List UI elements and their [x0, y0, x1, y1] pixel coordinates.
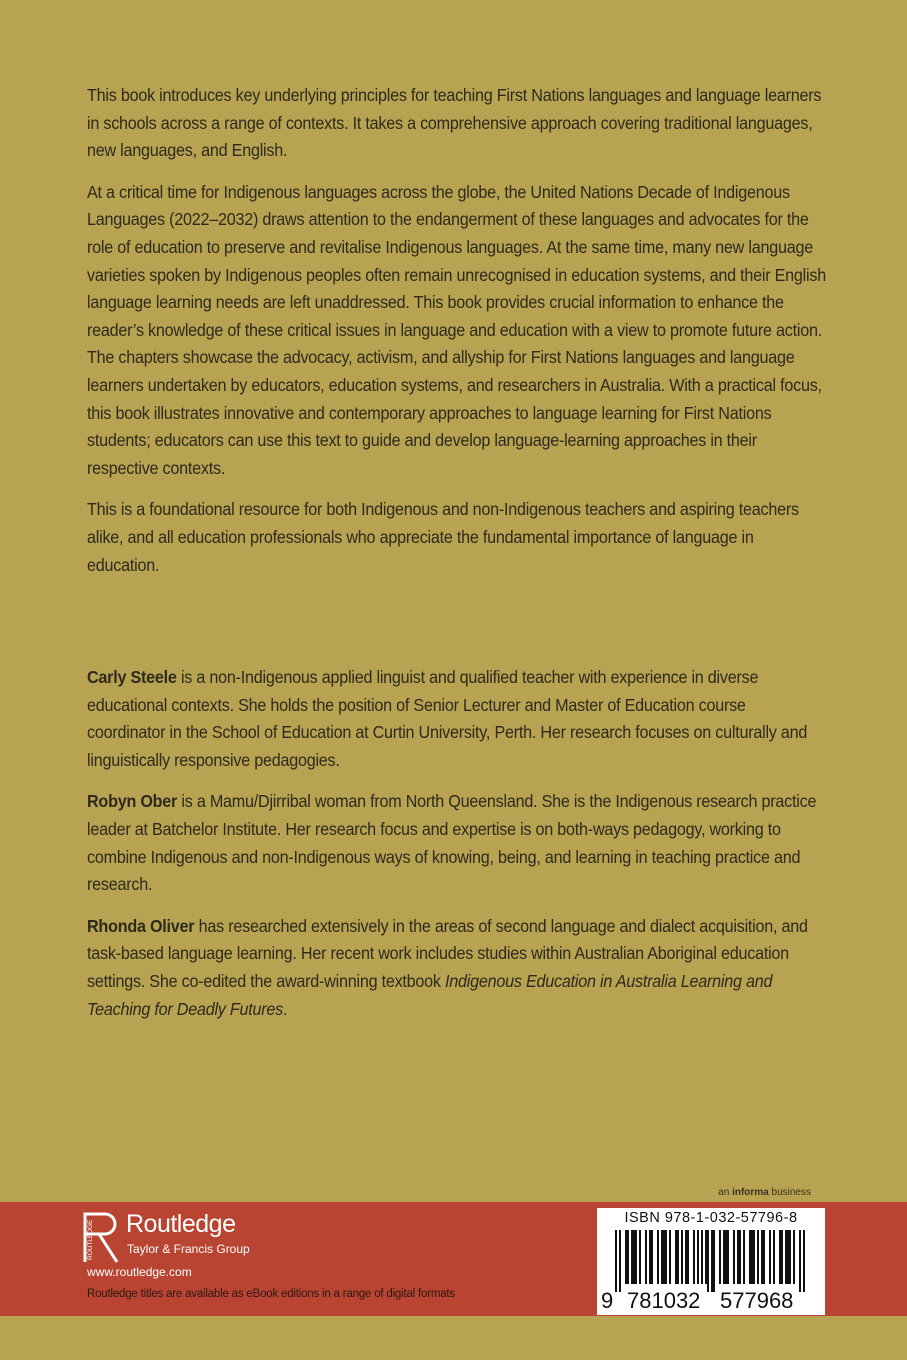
- isbn-barcode: [597, 1208, 825, 1315]
- tagline-prefix: an: [718, 1187, 733, 1198]
- barcode-digit-group-2: 577968: [720, 1288, 794, 1313]
- barcode-bar: [757, 1230, 759, 1284]
- author-bio-oliver: [87, 913, 827, 1023]
- barcode-bar: [799, 1230, 801, 1292]
- barcode-bar: [669, 1230, 671, 1284]
- ebook-availability-note: Routledge titles are available as eBook editions in a range of digital formats: [87, 1288, 455, 1300]
- barcode-bar: [663, 1230, 665, 1284]
- barcode-bar: [681, 1230, 683, 1284]
- barcode-bar: [751, 1230, 753, 1284]
- barcode-bar: [711, 1230, 713, 1292]
- barcode-bar: [645, 1230, 647, 1284]
- author-bios: [87, 664, 827, 1037]
- barcode-bar: [633, 1230, 635, 1284]
- barcode-bar: [665, 1230, 667, 1284]
- author-name: Rhonda Oliver: [87, 915, 195, 936]
- barcode-bar: [723, 1230, 725, 1284]
- barcode-bar: [761, 1230, 763, 1284]
- barcode-bar: [713, 1230, 715, 1292]
- description-paragraph-3: This is a foundational resource for both Indigenous and non-Indigenous teachers and aspiring teachers alike, and all education professionals who appreciate the fundamental importance of language in education.: [87, 499, 799, 575]
- bio-end-punctuation: .: [283, 998, 288, 1019]
- book-title-reference: Indigenous Education in Australia Learning and Teaching for Deadly Futures: [87, 970, 773, 1019]
- barcode-bar: [789, 1230, 791, 1284]
- description-paragraph-2: At a critical time for Indigenous languages across the globe, the United Nations Decade of Indigenous Languages (2022–2032) draws attention to the endangerment of these languages and advocates for the role of education to preserve and revitalise Indigenous languages. At the same time, many new language varieties spoken by Indigenous peoples often remain unrecognised in education systems, and their English language learning needs are left unaddressed. This book provides crucial information to enhance the reader’s knowledge of these critical issues in language and education with a view to promote future action. The chapters showcase the advocacy, activism, and allyship for First Nations languages and language learners undertaken by educators, education systems, and researchers in Australia. With a practical focus, this book illustrates innovative and contemporary approaches to language learning for First Nations students; educators can use this text to guide and develop language-learning approaches in their respective contexts.: [87, 181, 826, 478]
- barcode-bar: [707, 1230, 709, 1292]
- barcode-bar: [693, 1230, 695, 1284]
- logo-vertical-text: ROUTLEDGE: [87, 1219, 94, 1260]
- barcode-bar: [631, 1230, 633, 1284]
- barcode-bar: [785, 1230, 787, 1284]
- author-name: Carly Steele: [87, 667, 177, 687]
- barcode-bar: [719, 1230, 721, 1284]
- barcode-bar: [739, 1230, 741, 1284]
- barcode-bar: [687, 1230, 689, 1284]
- barcode-bar: [675, 1230, 677, 1284]
- barcode-bar: [685, 1230, 687, 1284]
- publisher-name: Routledge: [126, 1210, 236, 1238]
- barcode-bar: [639, 1230, 641, 1284]
- tagline-brand: informa: [732, 1187, 769, 1198]
- routledge-logo-icon: [81, 1212, 121, 1264]
- barcode-bar: [627, 1230, 629, 1284]
- barcode-bar: [635, 1230, 637, 1284]
- author-bio-text: is a Mamu/Djirribal woman from North Queensland. She is the Indigenous research practice leader at Batchelor Institute. Her research focus and expertise is on both-ways pedagogy, working to combine Indigenous and non-Indigenous ways of knowing, being, and learning in teaching practice and research.: [87, 791, 817, 895]
- author-name: Robyn Ober: [87, 791, 178, 812]
- barcode-bar: [763, 1230, 765, 1284]
- barcode-bar: [697, 1230, 699, 1284]
- barcode-bar: [737, 1230, 739, 1284]
- barcode-bar: [773, 1230, 775, 1284]
- description-paragraph-1: This book introduces key underlying principles for teaching First Nations languages and language learners in schools across a range of contexts. It takes a comprehensive approach covering traditional languages, new languages, and English.: [87, 85, 822, 161]
- barcode-bar: [701, 1230, 703, 1284]
- barcode-bar: [725, 1230, 727, 1284]
- barcode-bar: [749, 1230, 751, 1284]
- barcode-bar: [705, 1230, 707, 1284]
- barcode-bar: [779, 1230, 781, 1284]
- barcode-bar: [743, 1230, 745, 1284]
- barcode-bar: [793, 1230, 795, 1284]
- author-bio-text: has researched extensively in the areas of second language and dialect acquisition, and task-based language learning. Her recent work includes studies within Australian Aboriginal education settings. She co-edited the award-winning textbook: [87, 915, 808, 991]
- barcode-bar: [727, 1230, 729, 1284]
- tagline-suffix: business: [768, 1187, 811, 1198]
- informa-business-tagline: [718, 1187, 811, 1198]
- author-bio-text: is a non-Indigenous applied linguist and qualified teacher with experience in diverse educational contexts. She holds the position of Senior Lecturer and Master of Education course coordinator in the School of Education at Curtin University, Perth. Her research focuses on culturally and linguistically responsive pedagogies.: [87, 667, 808, 770]
- barcode-bar: [803, 1230, 805, 1292]
- barcode-bars: [615, 1230, 807, 1292]
- isbn-label: ISBN 978-1-032-57796-8: [624, 1210, 798, 1226]
- barcode-bar: [677, 1230, 679, 1284]
- barcode-bar: [733, 1230, 735, 1284]
- barcode-digit-first: 9: [601, 1288, 614, 1313]
- barcode-bar: [625, 1230, 627, 1284]
- publisher-group: Taylor & Francis Group: [127, 1242, 250, 1256]
- author-bio-ober: [87, 788, 827, 898]
- barcode-bar: [753, 1230, 755, 1284]
- publisher-website[interactable]: www.routledge.com: [87, 1265, 192, 1279]
- book-description: [87, 82, 827, 593]
- barcode-bar: [649, 1230, 651, 1284]
- barcode-bar: [787, 1230, 789, 1284]
- barcode-bar: [781, 1230, 783, 1284]
- barcode-bar: [769, 1230, 771, 1284]
- barcode-bar: [661, 1230, 663, 1284]
- barcode-digit-group-1: 781032: [627, 1288, 701, 1313]
- barcode-bar: [615, 1230, 617, 1292]
- barcode-bar: [619, 1230, 621, 1292]
- author-bio-steele: [87, 664, 827, 774]
- barcode-bar: [657, 1230, 659, 1284]
- barcode-bar: [651, 1230, 653, 1284]
